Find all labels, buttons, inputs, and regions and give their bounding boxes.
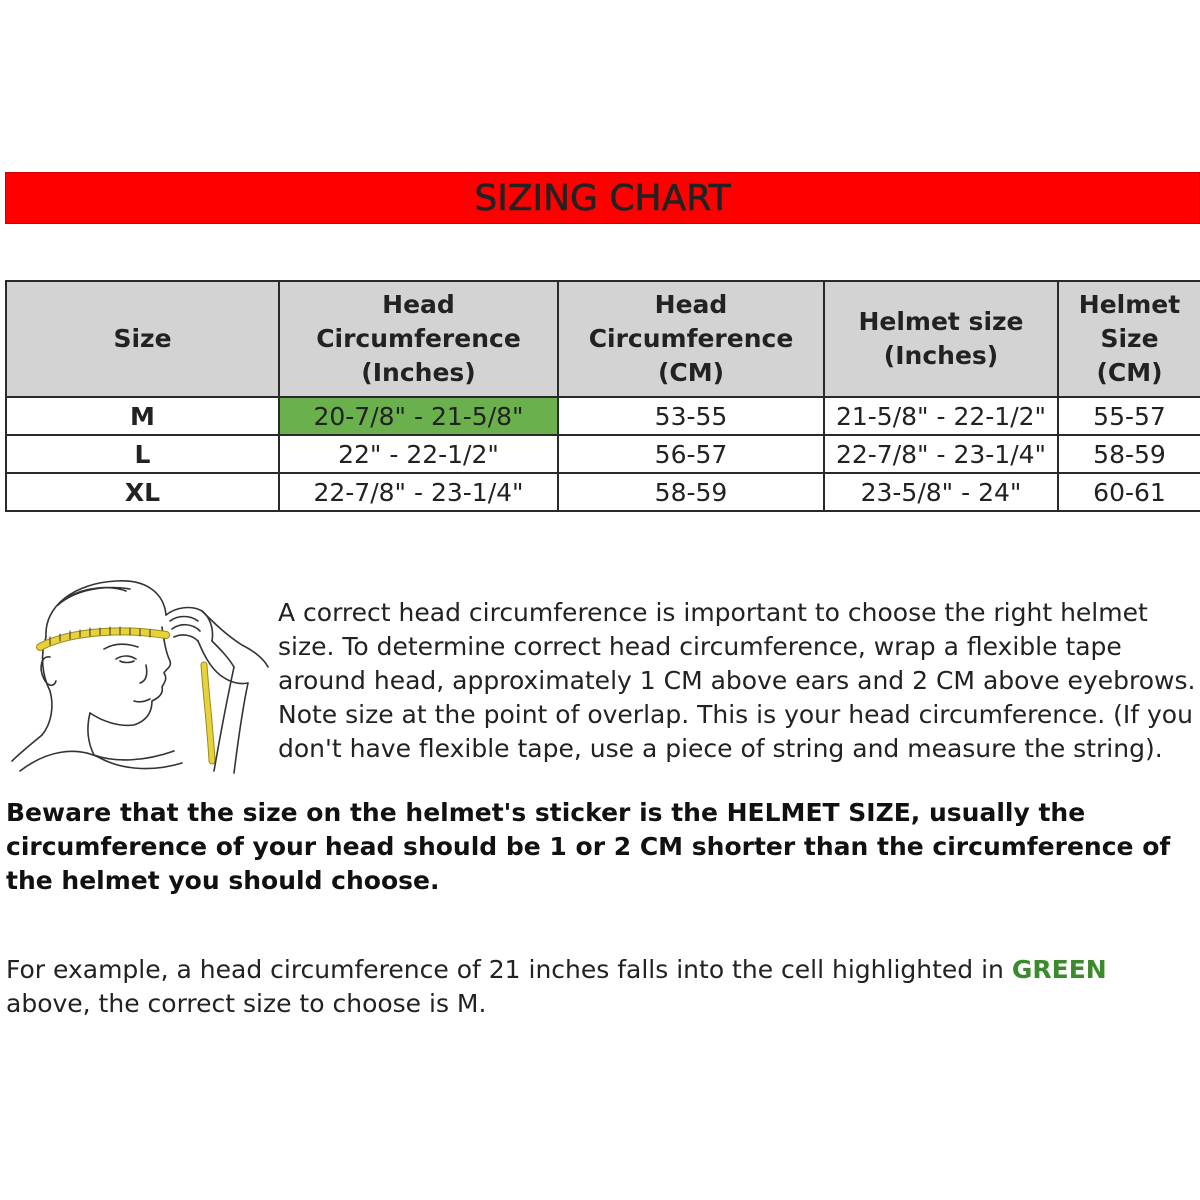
head-cm-cell: 58-59 [558,473,824,511]
sizing-chart-banner [5,172,1200,224]
head-cm-cell: 53-55 [558,397,824,435]
table-row [6,435,1200,473]
sizing-table [5,280,1200,512]
helmet-inches-cell: 21-5/8" - 22-1/2" [824,397,1058,435]
banner-title: SIZING CHART [474,177,731,219]
table-row [6,473,1200,511]
example-text-before: For example, a head circumference of 21 inches falls into the cell highlighted in [6,955,1012,984]
helmet-inches-cell: 22-7/8" - 23-1/4" [824,435,1058,473]
header-helmet-size-cm: Helmet Size (CM) [1058,281,1200,397]
beware-note: Beware that the size on the helmet's sticker is the HELMET SIZE, usually the circumference of your head should be 1 or 2 CM shorter than the circumference of the helmet you should choose. [6,798,1171,895]
header-size: Size [6,281,279,397]
table-header-row [6,281,1200,397]
measuring-instructions: A correct head circumference is important to choose the right helmet size. To determine correct head circumference, wrap a flexible tape around head, approximately 1 CM above ears and 2 CM above eyebrows. Note size at the point of overlap. This is your head circumference. (If you don't have flexible tape, use a piece of string and measure the string). [278,598,1196,763]
example-green-word: GREEN [1011,955,1107,984]
head-inches-cell-highlighted: 20-7/8" - 21-5/8" [279,397,558,435]
size-cell: L [6,435,279,473]
head-cm-cell: 56-57 [558,435,824,473]
head-inches-cell: 22" - 22-1/2" [279,435,558,473]
helmet-cm-cell: 58-59 [1058,435,1200,473]
size-cell: XL [6,473,279,511]
header-head-circumference-inches: Head Circumference (Inches) [279,281,558,397]
helmet-inches-cell: 23-5/8" - 24" [824,473,1058,511]
example-note [6,953,1196,1021]
helmet-cm-cell: 60-61 [1058,473,1200,511]
example-text-after: above, the correct size to choose is M. [6,989,487,1018]
helmet-cm-cell: 55-57 [1058,397,1200,435]
table-row [6,397,1200,435]
size-cell: M [6,397,279,435]
header-head-circumference-cm: Head Circumference (CM) [558,281,824,397]
head-inches-cell: 22-7/8" - 23-1/4" [279,473,558,511]
head-measuring-tape-icon [6,575,270,775]
header-helmet-size-inches: Helmet size (Inches) [824,281,1058,397]
